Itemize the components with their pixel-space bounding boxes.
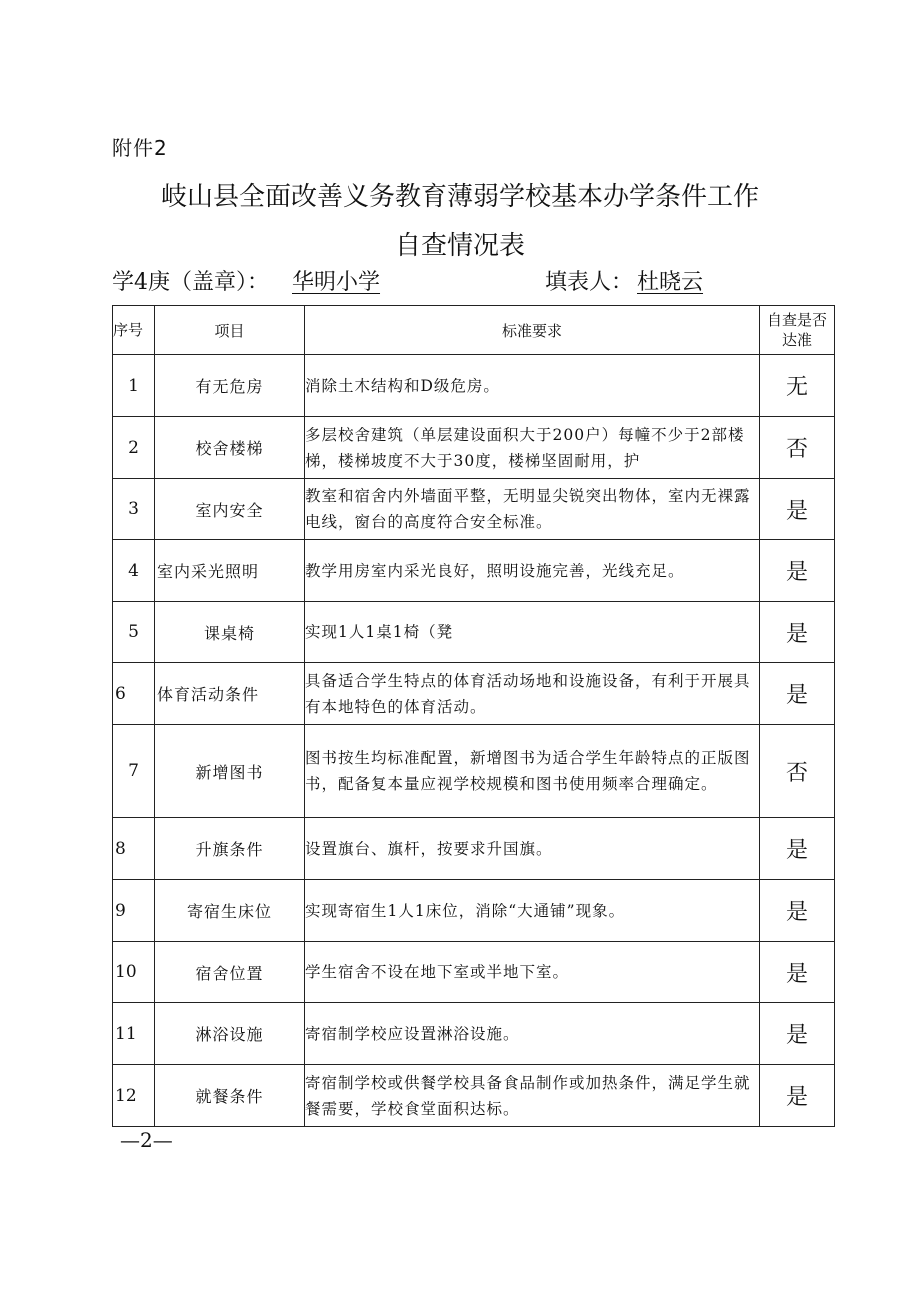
row-requirement: 寄宿制学校或供餐学校具备食品制作或加热条件，满足学生就餐需要，学校食堂面积达标。 — [305, 1065, 760, 1127]
row-item: 淋浴设施 — [155, 1003, 305, 1065]
row-no: 10 — [113, 942, 155, 1003]
row-item: 有无危房 — [155, 355, 305, 417]
row-no: 5 — [113, 602, 155, 663]
table-row — [113, 818, 835, 880]
row-no: 4 — [113, 540, 155, 602]
row-result: 是 — [760, 1003, 835, 1065]
header-result: 自查是否达准 — [760, 306, 835, 355]
row-result: 是 — [760, 602, 835, 663]
row-result: 是 — [760, 1065, 835, 1127]
table-row — [113, 417, 835, 479]
row-no: 9 — [113, 880, 155, 942]
row-result: 否 — [760, 417, 835, 479]
row-item: 就餐条件 — [155, 1065, 305, 1127]
row-no: 7 — [113, 725, 155, 818]
row-result: 是 — [760, 942, 835, 1003]
table-row — [113, 1065, 835, 1127]
row-no: 8 — [113, 818, 155, 880]
table-row — [113, 880, 835, 942]
row-item: 新增图书 — [155, 725, 305, 818]
school-value: 华明小学 — [292, 270, 381, 295]
row-item: 寄宿生床位 — [155, 880, 305, 942]
row-no: 12 — [113, 1065, 155, 1127]
row-result: 是 — [760, 818, 835, 880]
row-no: 3 — [113, 479, 155, 540]
table-row — [113, 663, 835, 725]
row-requirement: 寄宿制学校应设置淋浴设施。 — [305, 1003, 760, 1065]
row-requirement: 实现寄宿生1人1床位，消除“大通铺”现象。 — [305, 880, 760, 942]
row-item: 课桌椅 — [155, 602, 305, 663]
self-check-table — [112, 305, 835, 1127]
page-number: —2— — [120, 1128, 173, 1152]
table-row — [113, 942, 835, 1003]
row-item: 室内采光照明 — [155, 540, 305, 602]
row-item: 校舍楼梯 — [155, 417, 305, 479]
row-result: 是 — [760, 540, 835, 602]
row-requirement: 实现1人1桌1椅（凳 — [305, 602, 760, 663]
row-item: 体育活动条件 — [155, 663, 305, 725]
row-result: 无 — [760, 355, 835, 417]
row-result: 是 — [760, 663, 835, 725]
filler-label: 填表人： — [545, 270, 634, 295]
row-requirement: 具备适合学生特点的体育活动场地和设施设备，有利于开展具有本地特色的体育活动。 — [305, 663, 760, 725]
row-no: 6 — [113, 663, 155, 725]
row-result: 否 — [760, 725, 835, 818]
row-no: 11 — [113, 1003, 155, 1065]
row-result: 是 — [760, 479, 835, 540]
row-requirement: 教学用房室内采光良好，照明设施完善，光线充足。 — [305, 540, 760, 602]
row-item: 升旗条件 — [155, 818, 305, 880]
row-requirement: 设置旗台、旗杆，按要求升国旗。 — [305, 818, 760, 880]
table-row — [113, 355, 835, 417]
attachment-label: 附件2 — [112, 136, 168, 160]
row-requirement: 教室和宿舍内外墙面平整，无明显尖锐突出物体，室内无裸露电线，窗台的高度符合安全标准。 — [305, 479, 760, 540]
row-requirement: 图书按生均标准配置，新增图书为适合学生年龄特点的正版图书，配备复本量应视学校规模和图书使用频率合理确定。 — [305, 725, 760, 818]
header-requirement: 标准要求 — [305, 306, 760, 355]
row-requirement: 消除土木结构和D级危房。 — [305, 355, 760, 417]
row-item: 室内安全 — [155, 479, 305, 540]
document-subtitle: 自查情况表 — [394, 231, 525, 261]
document-title: 岐山县全面改善义务教育薄弱学校基本办学条件工作 — [160, 182, 759, 212]
header-no: 序号 — [113, 306, 155, 355]
row-result: 是 — [760, 880, 835, 942]
row-item: 宿舍位置 — [155, 942, 305, 1003]
row-no: 2 — [113, 417, 155, 479]
school-label: 学4庚（盖章）： — [112, 270, 269, 295]
table-row — [113, 479, 835, 540]
table-header-row — [113, 306, 835, 355]
table-row — [113, 725, 835, 818]
table-row — [113, 540, 835, 602]
row-requirement: 学生宿舍不设在地下室或半地下室。 — [305, 942, 760, 1003]
row-requirement: 多层校舍建筑（单层建设面积大于200户）每幢不少于2部楼梯，楼梯坡度不大于30度，楼梯坚固耐用，护 — [305, 417, 760, 479]
table-row — [113, 602, 835, 663]
header-item: 项目 — [155, 306, 305, 355]
table-row — [113, 1003, 835, 1065]
row-no: 1 — [113, 355, 155, 417]
filler-value: 杜晓云 — [637, 270, 704, 295]
